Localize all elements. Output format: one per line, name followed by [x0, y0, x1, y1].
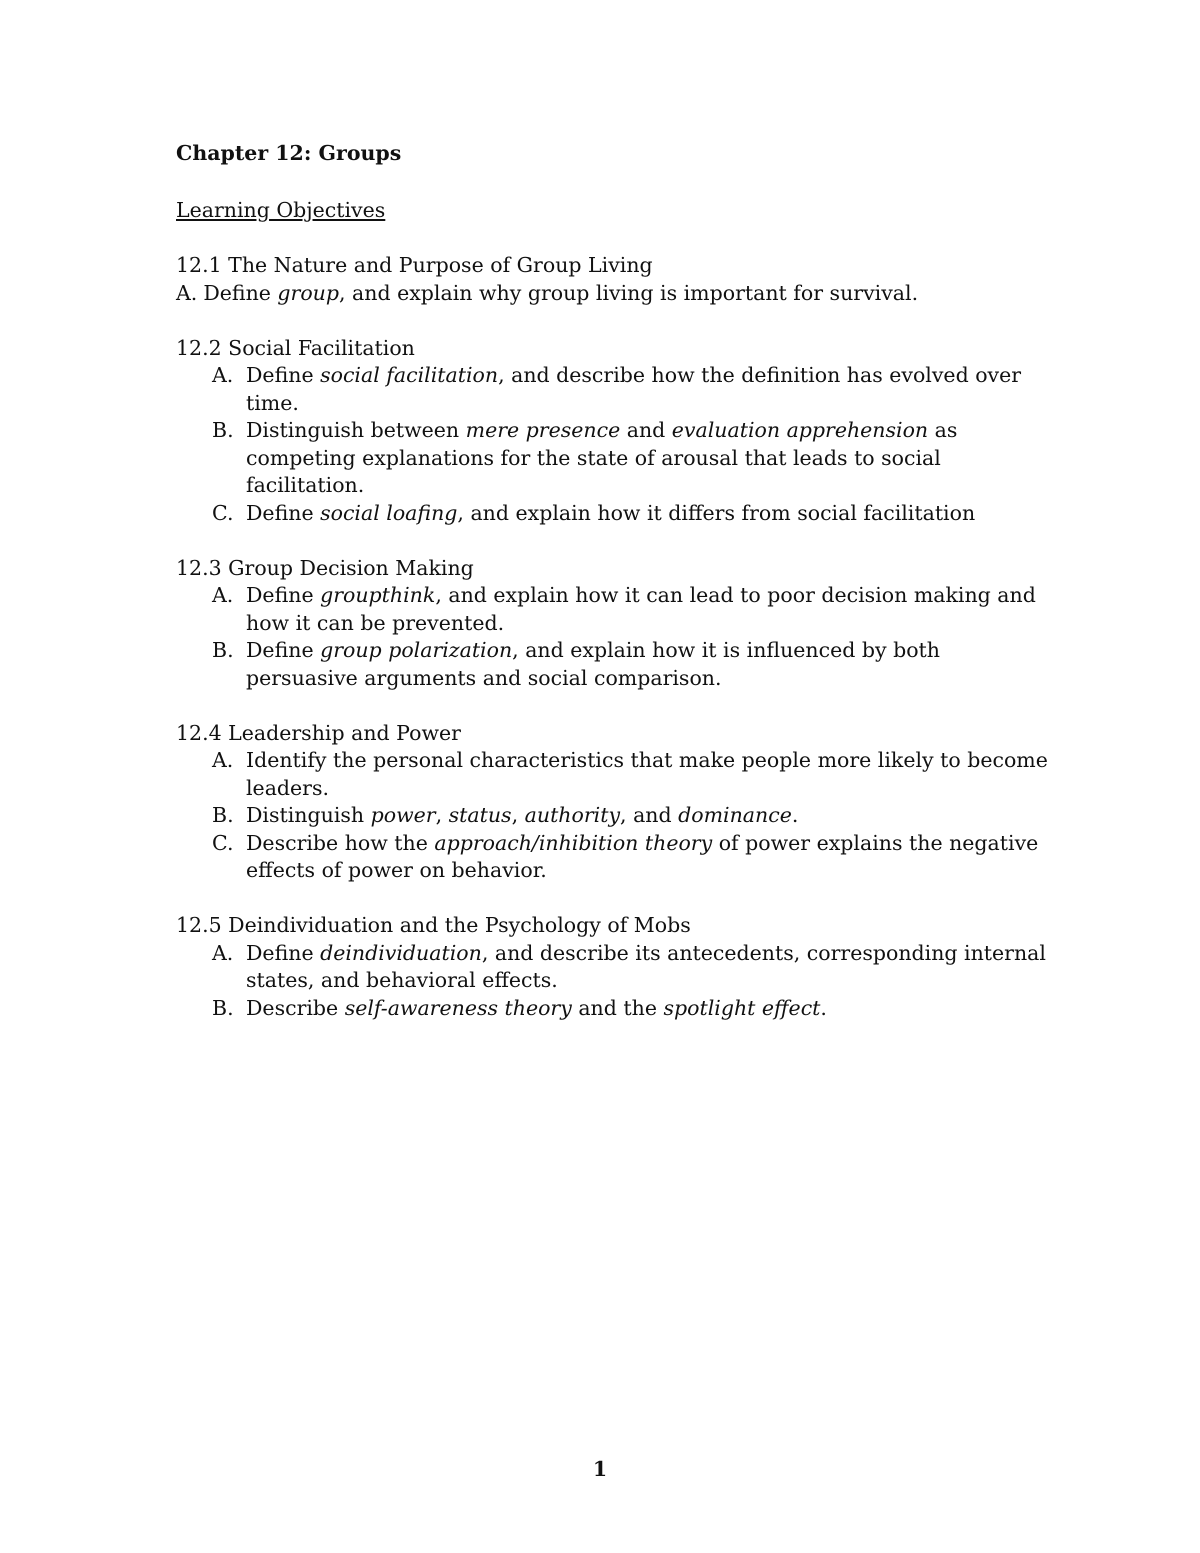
objective-section — [176, 555, 1056, 693]
objective-letter: C. — [212, 830, 234, 855]
page-number: 1 — [592, 1457, 608, 1481]
key-term: approach/inhibition theory — [434, 830, 713, 855]
text-segment: . — [791, 803, 799, 827]
objective-letter: A. — [176, 280, 198, 305]
objective-letter: B. — [212, 995, 234, 1020]
objective-letter: B. — [212, 638, 234, 662]
objective-text — [246, 940, 1056, 995]
text-segment: , and describe how the definition has evolved over time. — [246, 363, 1022, 415]
objective-letter: A. — [212, 363, 234, 387]
text-segment: Define — [246, 500, 321, 525]
objective-text — [246, 362, 1056, 417]
objective-letter: A. — [212, 583, 234, 607]
text-segment: Describe — [246, 995, 345, 1020]
objective-item — [176, 280, 1056, 308]
objective-letter: A. — [212, 748, 234, 772]
objective-list — [176, 940, 1056, 1023]
objective-list — [176, 362, 1056, 527]
section-heading: 12.1 The Nature and Purpose of Group Living — [176, 253, 653, 277]
text-segment: Describe how the — [246, 830, 435, 855]
text-segment: , — [435, 803, 449, 827]
objective-section — [176, 252, 1056, 307]
key-term: evaluation apprehension — [671, 418, 929, 442]
key-term: group — [277, 280, 340, 305]
text-segment: , and explain how it differs from social facilitation — [457, 500, 976, 525]
objective-item — [176, 417, 1056, 500]
objective-text — [246, 637, 1056, 692]
objective-text — [203, 280, 1056, 308]
text-segment: , and explain why group living is important for survival. — [339, 280, 919, 305]
text-segment: Distinguish between — [246, 418, 466, 442]
key-term: social loafing — [320, 500, 458, 525]
objective-text — [246, 500, 1056, 528]
text-segment: Define — [246, 363, 321, 387]
objective-text — [246, 582, 1056, 637]
text-segment: and the — [571, 995, 664, 1020]
section-heading: 12.2 Social Facilitation — [176, 335, 415, 360]
section-heading: 12.3 Group Decision Making — [176, 555, 474, 580]
text-segment: . — [820, 995, 827, 1020]
objective-item — [176, 500, 1056, 528]
objective-item — [176, 830, 1056, 885]
objective-item — [176, 940, 1056, 995]
objective-text — [246, 802, 1056, 830]
objective-text — [246, 995, 1056, 1023]
text-segment: Define — [246, 940, 321, 965]
objective-item — [176, 637, 1056, 692]
sections-container — [176, 252, 1056, 1022]
objective-list — [176, 582, 1056, 692]
key-term: power — [370, 803, 436, 827]
text-segment: , and — [620, 803, 679, 827]
objective-letter: B. — [212, 803, 234, 827]
text-segment: Define — [246, 638, 321, 662]
objective-list — [176, 747, 1056, 885]
key-term: groupthink — [320, 583, 436, 607]
learning-objectives-heading: Learning Objectives — [176, 198, 386, 222]
objective-item — [176, 747, 1056, 802]
text-segment: , and explain how it is influenced by both persuasive arguments and social comparison. — [246, 638, 940, 690]
key-term: social facilitation — [320, 363, 499, 387]
objective-letter: C. — [212, 500, 234, 525]
objective-letter: B. — [212, 418, 234, 442]
text-segment: , and explain how it can lead to poor decision making and how it can be prevented. — [246, 583, 1036, 635]
objective-text — [246, 747, 1056, 802]
objective-text — [246, 417, 1056, 500]
objective-text — [246, 830, 1056, 885]
objective-list — [176, 280, 1056, 308]
key-term: deindividuation — [320, 940, 482, 965]
objective-section — [176, 335, 1056, 528]
text-segment: , and describe its antecedents, corresponding internal states, and behavioral effects. — [246, 940, 1046, 992]
section-heading: 12.5 Deindividuation and the Psychology of Mobs — [176, 913, 691, 937]
section-heading: 12.4 Leadership and Power — [176, 720, 461, 745]
text-segment: Identify the personal characteristics that make people more likely to become leaders. — [246, 748, 1048, 800]
objective-item — [176, 995, 1056, 1023]
key-term: self-awareness theory — [344, 995, 572, 1020]
key-term: group polarization — [320, 638, 513, 662]
text-segment: as competing explanations for the state of arousal that leads to social facilitation. — [246, 418, 958, 497]
key-term: dominance — [678, 803, 792, 827]
key-term: status — [448, 803, 512, 827]
chapter-title: Chapter 12: Groups — [176, 141, 402, 165]
document-content — [176, 140, 1056, 1022]
text-segment: Define — [203, 280, 278, 305]
objective-item — [176, 802, 1056, 830]
objective-section — [176, 912, 1056, 1022]
objective-section — [176, 720, 1056, 885]
text-segment: , — [511, 803, 525, 827]
objective-item — [176, 362, 1056, 417]
key-term: spotlight effect — [663, 995, 821, 1020]
objective-item — [176, 582, 1056, 637]
key-term: mere presence — [465, 418, 621, 442]
text-segment: Distinguish — [246, 803, 371, 827]
text-segment: and — [620, 418, 672, 442]
objective-letter: A. — [212, 940, 234, 965]
text-segment: Define — [246, 583, 321, 607]
key-term: authority — [524, 803, 621, 827]
text-segment: of power explains the negative effects of power on behavior. — [246, 830, 1039, 882]
